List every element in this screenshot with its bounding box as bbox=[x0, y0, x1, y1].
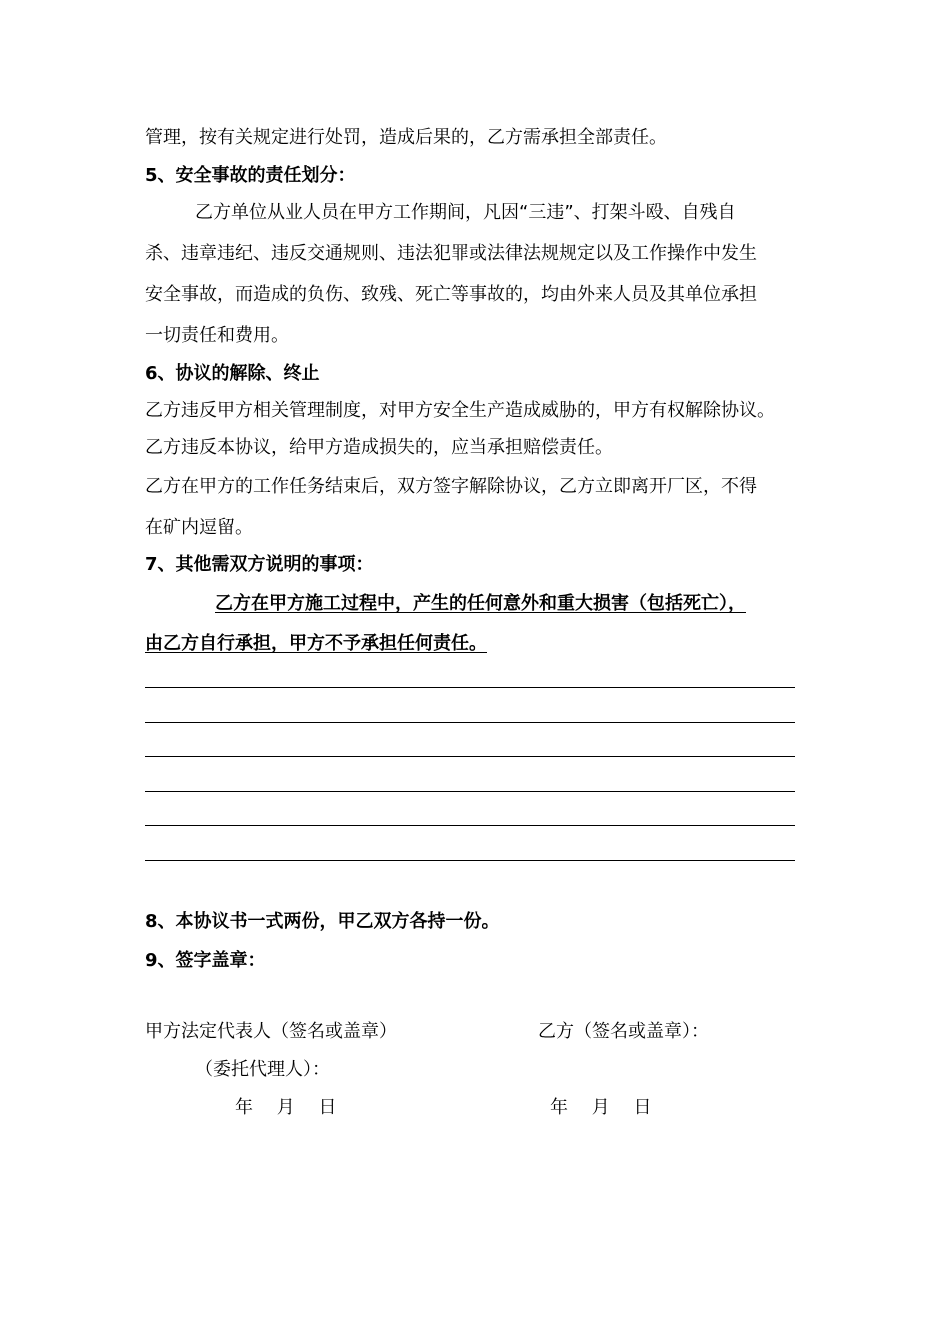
blank-rule-line bbox=[145, 791, 795, 792]
party-a-agent-label: （委托代理人）： bbox=[195, 1059, 330, 1080]
paragraph-line: 乙方违反本协议，给甲方造成损失的，应当承担赔偿责任。 bbox=[145, 437, 613, 458]
paragraph-line: 乙方在甲方的工作任务结束后，双方签字解除协议，乙方立即离开厂区，不得 bbox=[145, 476, 757, 497]
section-7-heading: 7、其他需双方说明的事项： bbox=[145, 554, 374, 575]
blank-rule-line bbox=[145, 722, 795, 723]
paragraph-line: 管理，按有关规定进行处罚，造成后果的，乙方需承担全部责任。 bbox=[145, 127, 667, 148]
party-a-date: 年 月 日 bbox=[235, 1097, 337, 1118]
blank-rule-line bbox=[145, 687, 795, 688]
section-6-heading: 6、协议的解除、终止 bbox=[145, 363, 320, 384]
blank-rule-line bbox=[145, 825, 795, 826]
section-9-heading: 9、签字盖章： bbox=[145, 950, 266, 971]
section-8-text: 8、本协议书一式两份，甲乙双方各持一份。 bbox=[145, 911, 500, 932]
paragraph-line: 杀、违章违纪、违反交通规则、违法犯罪或法律法规规定以及工作操作中发生 bbox=[145, 243, 757, 264]
blank-rule-line bbox=[145, 860, 795, 861]
paragraph-line: 乙方单位从业人员在甲方工作期间，凡因“三违”、打架斗殴、自残自 bbox=[195, 202, 736, 223]
blank-rule-line bbox=[145, 756, 795, 757]
party-b-signature-label: 乙方（签名或盖章）： bbox=[538, 1021, 709, 1042]
party-a-signature-label: 甲方法定代表人（签名或盖章） bbox=[145, 1021, 397, 1042]
underlined-clause-line: 乙方在甲方施工过程中，产生的任何意外和重大损害（包括死亡）， bbox=[215, 593, 746, 614]
section-5-heading: 5、安全事故的责任划分： bbox=[145, 165, 356, 186]
paragraph-line: 在矿内逗留。 bbox=[145, 517, 253, 538]
paragraph-line: 乙方违反甲方相关管理制度，对甲方安全生产造成威胁的，甲方有权解除协议。 bbox=[145, 400, 775, 421]
underlined-clause-line: 由乙方自行承担，甲方不予承担任何责任。 bbox=[145, 633, 487, 654]
paragraph-line: 一切责任和费用。 bbox=[145, 325, 289, 346]
party-b-date: 年 月 日 bbox=[550, 1097, 652, 1118]
paragraph-line: 安全事故，而造成的负伤、致残、死亡等事故的，均由外来人员及其单位承担 bbox=[145, 284, 757, 305]
